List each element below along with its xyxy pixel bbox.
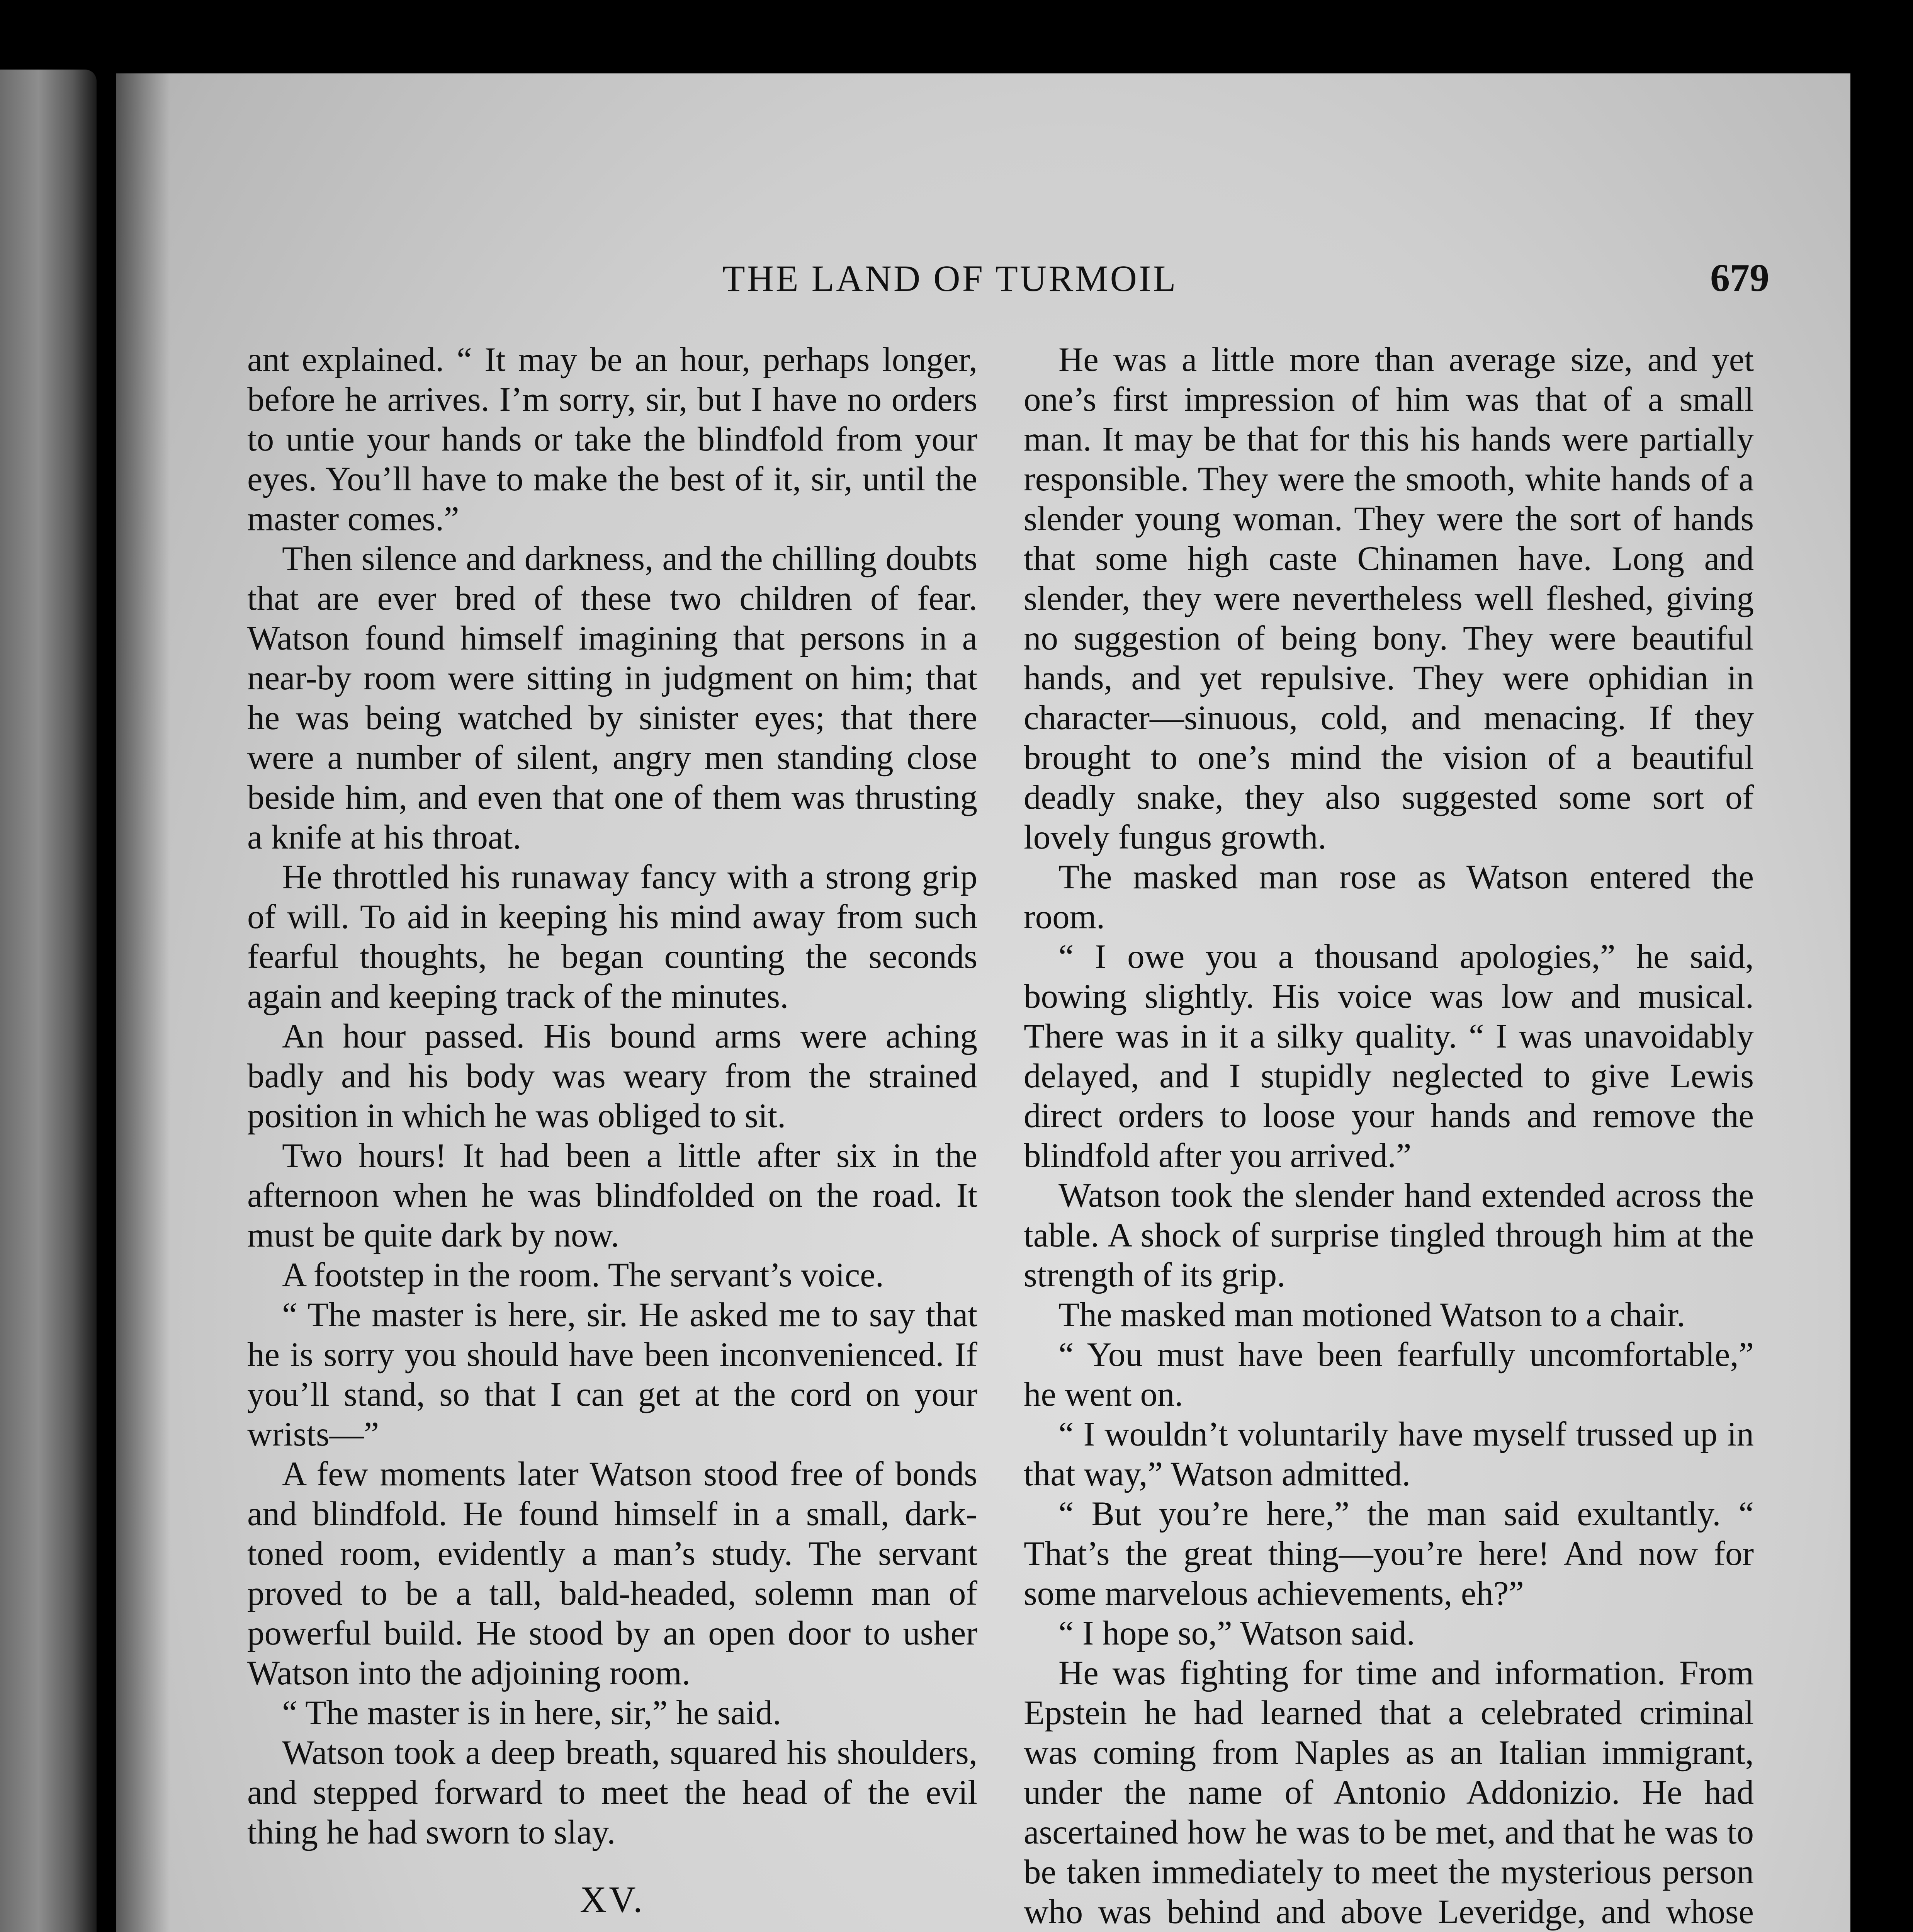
left-column bbox=[247, 340, 977, 1932]
paragraph: “ But you’re here,” the man said exultantly. “ That’s the great thing—you’re here! And now for some marvelous achievements, eh?” bbox=[1024, 1495, 1754, 1612]
paragraph: An hour passed. His bound arms were aching badly and his body was weary from the strained position in which he was obliged to sit. bbox=[247, 1017, 977, 1135]
paragraph: “ I hope so,” Watson said. bbox=[1058, 1614, 1415, 1652]
paragraph: The masked man rose as Watson entered the room. bbox=[1024, 858, 1754, 936]
paragraph: Watson took a deep breath, squared his shoulders, and stepped forward to meet the head of the evil thing he had sworn to slay. bbox=[247, 1734, 977, 1851]
running-head bbox=[247, 257, 1769, 311]
paragraph: Watson took the slender hand extended across the table. A shock of surprise tingled through him at the strength of its grip. bbox=[1024, 1177, 1754, 1294]
paragraph: He was fighting for time and information. From Epstein he had learned that a celebrated criminal was coming from Naples as an Italian immigrant, under the name of Antonio Addonizio. He had ascertained how he was to be met, and that he was to be taken immediately to meet the mysterious person who was behind and above Leveridge, and whose bbox=[1024, 1654, 1754, 1931]
paragraph: He was a little more than average size, and yet one’s first impression of him was that of a small man. It may be that for this his hands were partially responsible. They were the smooth, white hands of a slender young woman. They were the sort of hands that some high caste Chinamen have. Long and slender, they were nevertheless well fleshed, giving no suggestion of being bony. They were beautiful hands, and yet repulsive. They were ophidian in character—sinuous, cold, and menacing. If they brought to one’s mind the vision of a beautiful deadly snake, they also suggested some sort of lovely fungus growth. bbox=[1024, 341, 1754, 856]
paragraph: He throttled his runaway fancy with a strong grip of will. To aid in keeping his mind away from such fearful thoughts, he began counting the seconds again and keeping track of the minutes. bbox=[247, 858, 977, 1015]
paragraph: “ I owe you a thousand apologies,” he said, bowing slightly. His voice was low and musical. There was in it a silky quality. “ I was unavoidably delayed, and I stupidly neglected to give Lewis direct orders to loose your hands and remove the blindfold after you arrived.” bbox=[1024, 938, 1754, 1175]
paragraph: A few moments later Watson stood free of bonds and blindfold. He found himself in a small, dark-toned room, evidently a man’s study. The servant proved to be a tall, bald-headed, solemn man of powerful build. He stood by an open door to usher Watson into the adjoining room. bbox=[247, 1455, 977, 1692]
paragraph: “ You must have been fearfully uncomfortable,” he went on. bbox=[1024, 1336, 1754, 1413]
running-title: THE LAND OF TURMOIL bbox=[722, 258, 1178, 299]
paragraph: “ I wouldn’t voluntarily have myself trussed up in that way,” Watson admitted. bbox=[1024, 1415, 1754, 1493]
previous-page-edge bbox=[0, 70, 97, 1932]
gutter-shadow bbox=[116, 73, 170, 1932]
paragraph: “ The master is in here, sir,” he said. bbox=[282, 1694, 782, 1732]
page-number: 679 bbox=[1710, 256, 1769, 300]
paragraph: Two hours! It had been a little after six in the afternoon when he was blindfolded on the road. It must be quite dark by now. bbox=[247, 1137, 977, 1254]
paragraph: “ The master is here, sir. He asked me to say that he is sorry you should have been inconvenienced. If you’ll stand, so that I can get at the cord on your wrists—” bbox=[247, 1296, 977, 1453]
paragraph: A footstep in the room. The servant’s voice. bbox=[282, 1256, 884, 1294]
chapter-heading: XV. bbox=[579, 1879, 645, 1920]
right-column bbox=[1024, 340, 1754, 1932]
paragraph: ant explained. “ It may be an hour, perhaps longer, before he arrives. I’m sorry, sir, but I have no orders to untie your hands or take the blindfold from your eyes. You’ll have to make the best of it, sir, until the master comes.” bbox=[247, 341, 977, 538]
paragraph: The masked man motioned Watson to a chair. bbox=[1058, 1296, 1685, 1334]
paragraph: Then silence and darkness, and the chilling doubts that are ever bred of these two children of fear. Watson found himself imagining that persons in a near-by room were sitting in judgment on him; that he was being watched by sinister eyes; that there were a number of silent, angry men standing close beside him, and even that one of them was thrusting a knife at his throat. bbox=[247, 540, 977, 856]
